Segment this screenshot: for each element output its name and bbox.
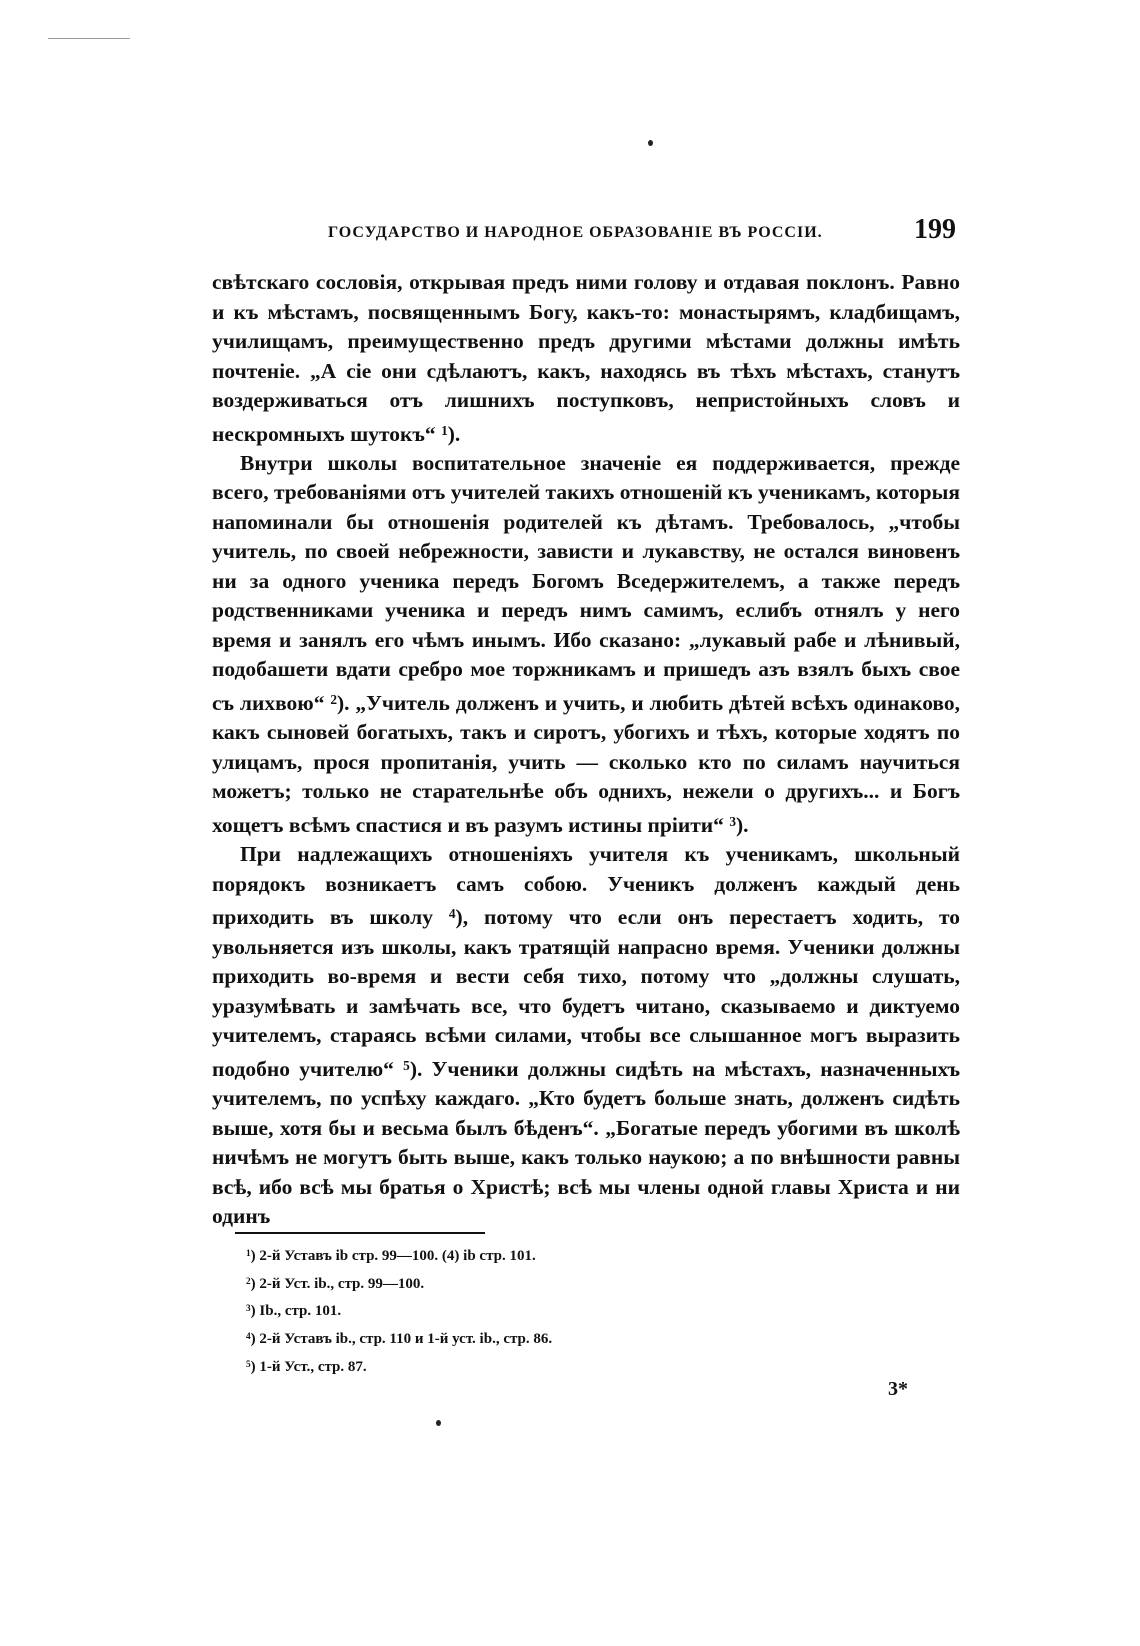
- footnote-ref: 5: [403, 1057, 410, 1073]
- footnote: $^2$) 2-й Уст. ib., стр. 99—100.: [246, 1275, 425, 1292]
- page-number: 199: [914, 214, 956, 245]
- footnote-rule: [235, 1232, 485, 1234]
- ink-speck: [436, 1420, 441, 1426]
- footnotes: [246, 1242, 766, 1380]
- signature-mark: 3*: [888, 1378, 908, 1400]
- footnote-ref: 2: [330, 691, 337, 707]
- footnote-ref: 1: [441, 422, 448, 438]
- corner-rule: [48, 38, 130, 39]
- ink-speck: [648, 140, 653, 146]
- paragraph: Внутри школы воспитательное значеніе ея поддерживается, прежде всего, требованіями отъ учителей такихъ отношеній къ ученикамъ, которыя напоминали бы отношенія родителей къ дѣтамъ. Требовалось, „чтобы учитель, по своей небрежности, зависти и лукавству, не остался виновенъ ни за одного ученика передъ Богомъ Вседержителемъ, а также передъ родственниками ученика и передъ нимъ самимъ, еслибъ отнялъ у него время и занялъ его чѣмъ инымъ. Ибо сказано: „лукавый рабе и лѣнивый, подобашети вдати сребро мое торжникамъ и пришедъ азъ взялъ быхъ свое съ лихвою“ $^2$). „Учитель долженъ и учить, и любить дѣтей всѣхъ одинаково, какъ сыновей богатыхъ, такъ и сиротъ, убогихъ и тѣхъ, которые ходятъ по улицамъ, прося пропитанія, учить — сколько кто по силамъ научиться можетъ; только не старательнѣе объ однихъ, нежели о другихъ... и Богъ хощетъ всѣмъ спастися и въ разумъ истины пріити“ $^3$).: [212, 450, 961, 837]
- body-text: [212, 268, 960, 1232]
- footnote: $^1$) 2-й Уставъ ib стр. 99—100. (4) ib стр. 101.: [246, 1248, 536, 1265]
- footnote-ref: 4: [448, 906, 456, 922]
- footnote: $^3$) Ib., стр. 101.: [246, 1303, 342, 1320]
- paragraph: При надлежащихъ отношеніяхъ учителя къ ученикамъ, школьный порядокъ возникаетъ самъ собою. Ученикъ долженъ каждый день приходить въ школу $^4$), потому что если онъ перестаетъ ходить, то увольняется изъ школы, какъ тратящій напрасно время. Ученики должны приходить во-время и вести себя тихо, потому что „должны слушать, уразумѣвать и замѣчать все, что будетъ читано, сказываемо и диктуемо учителемъ, стараясь всѣми силами, чтобы все слышанное могъ выразить подобно учителю“ $^5$). Ученики должны сидѣть на мѣстахъ, назначенныхъ учителемъ, по успѣху каждаго. „Кто будетъ больше знать, долженъ сидѣть выше, хотя бы и весьма былъ бѣденъ“. „Богатые передъ убогими въ школѣ ничѣмъ не могутъ быть выше, какъ только наукою; а по внѣшности равны всѣ, ибо всѣ мы братья о Христѣ; всѣ мы члены одной главы Христа и ни одинъ: [212, 842, 961, 1229]
- paragraph: свѣтскаго сословія, открывая предъ ними голову и отдавая поклонъ. Равно и къ мѣстамъ, посвященнымъ Богу, какъ-то: монастырямъ, кладбищамъ, училищамъ, преимущественно предъ другими мѣстами должны имѣть почтеніе. „А сіе они сдѣлаютъ, какъ, находясь въ тѣхъ мѣстахъ, станутъ воздерживаться отъ лишнихъ поступковъ, непристойныхъ словъ и нескромныхъ шутокъ“ $^1$).: [212, 270, 960, 446]
- footnote-ref: 3: [729, 813, 736, 829]
- footnote: $^5$) 1-й Уст., стр. 87.: [246, 1358, 367, 1375]
- running-header: [300, 214, 956, 248]
- footnote: $^4$) 2-й Уставъ ib., стр. 110 и 1-й уст. ib., стр. 86.: [246, 1331, 553, 1348]
- running-title: ГОСУДАРСТВО И НАРОДНОЕ ОБРАЗОВАНІЕ ВЪ РОССІИ.: [328, 224, 823, 241]
